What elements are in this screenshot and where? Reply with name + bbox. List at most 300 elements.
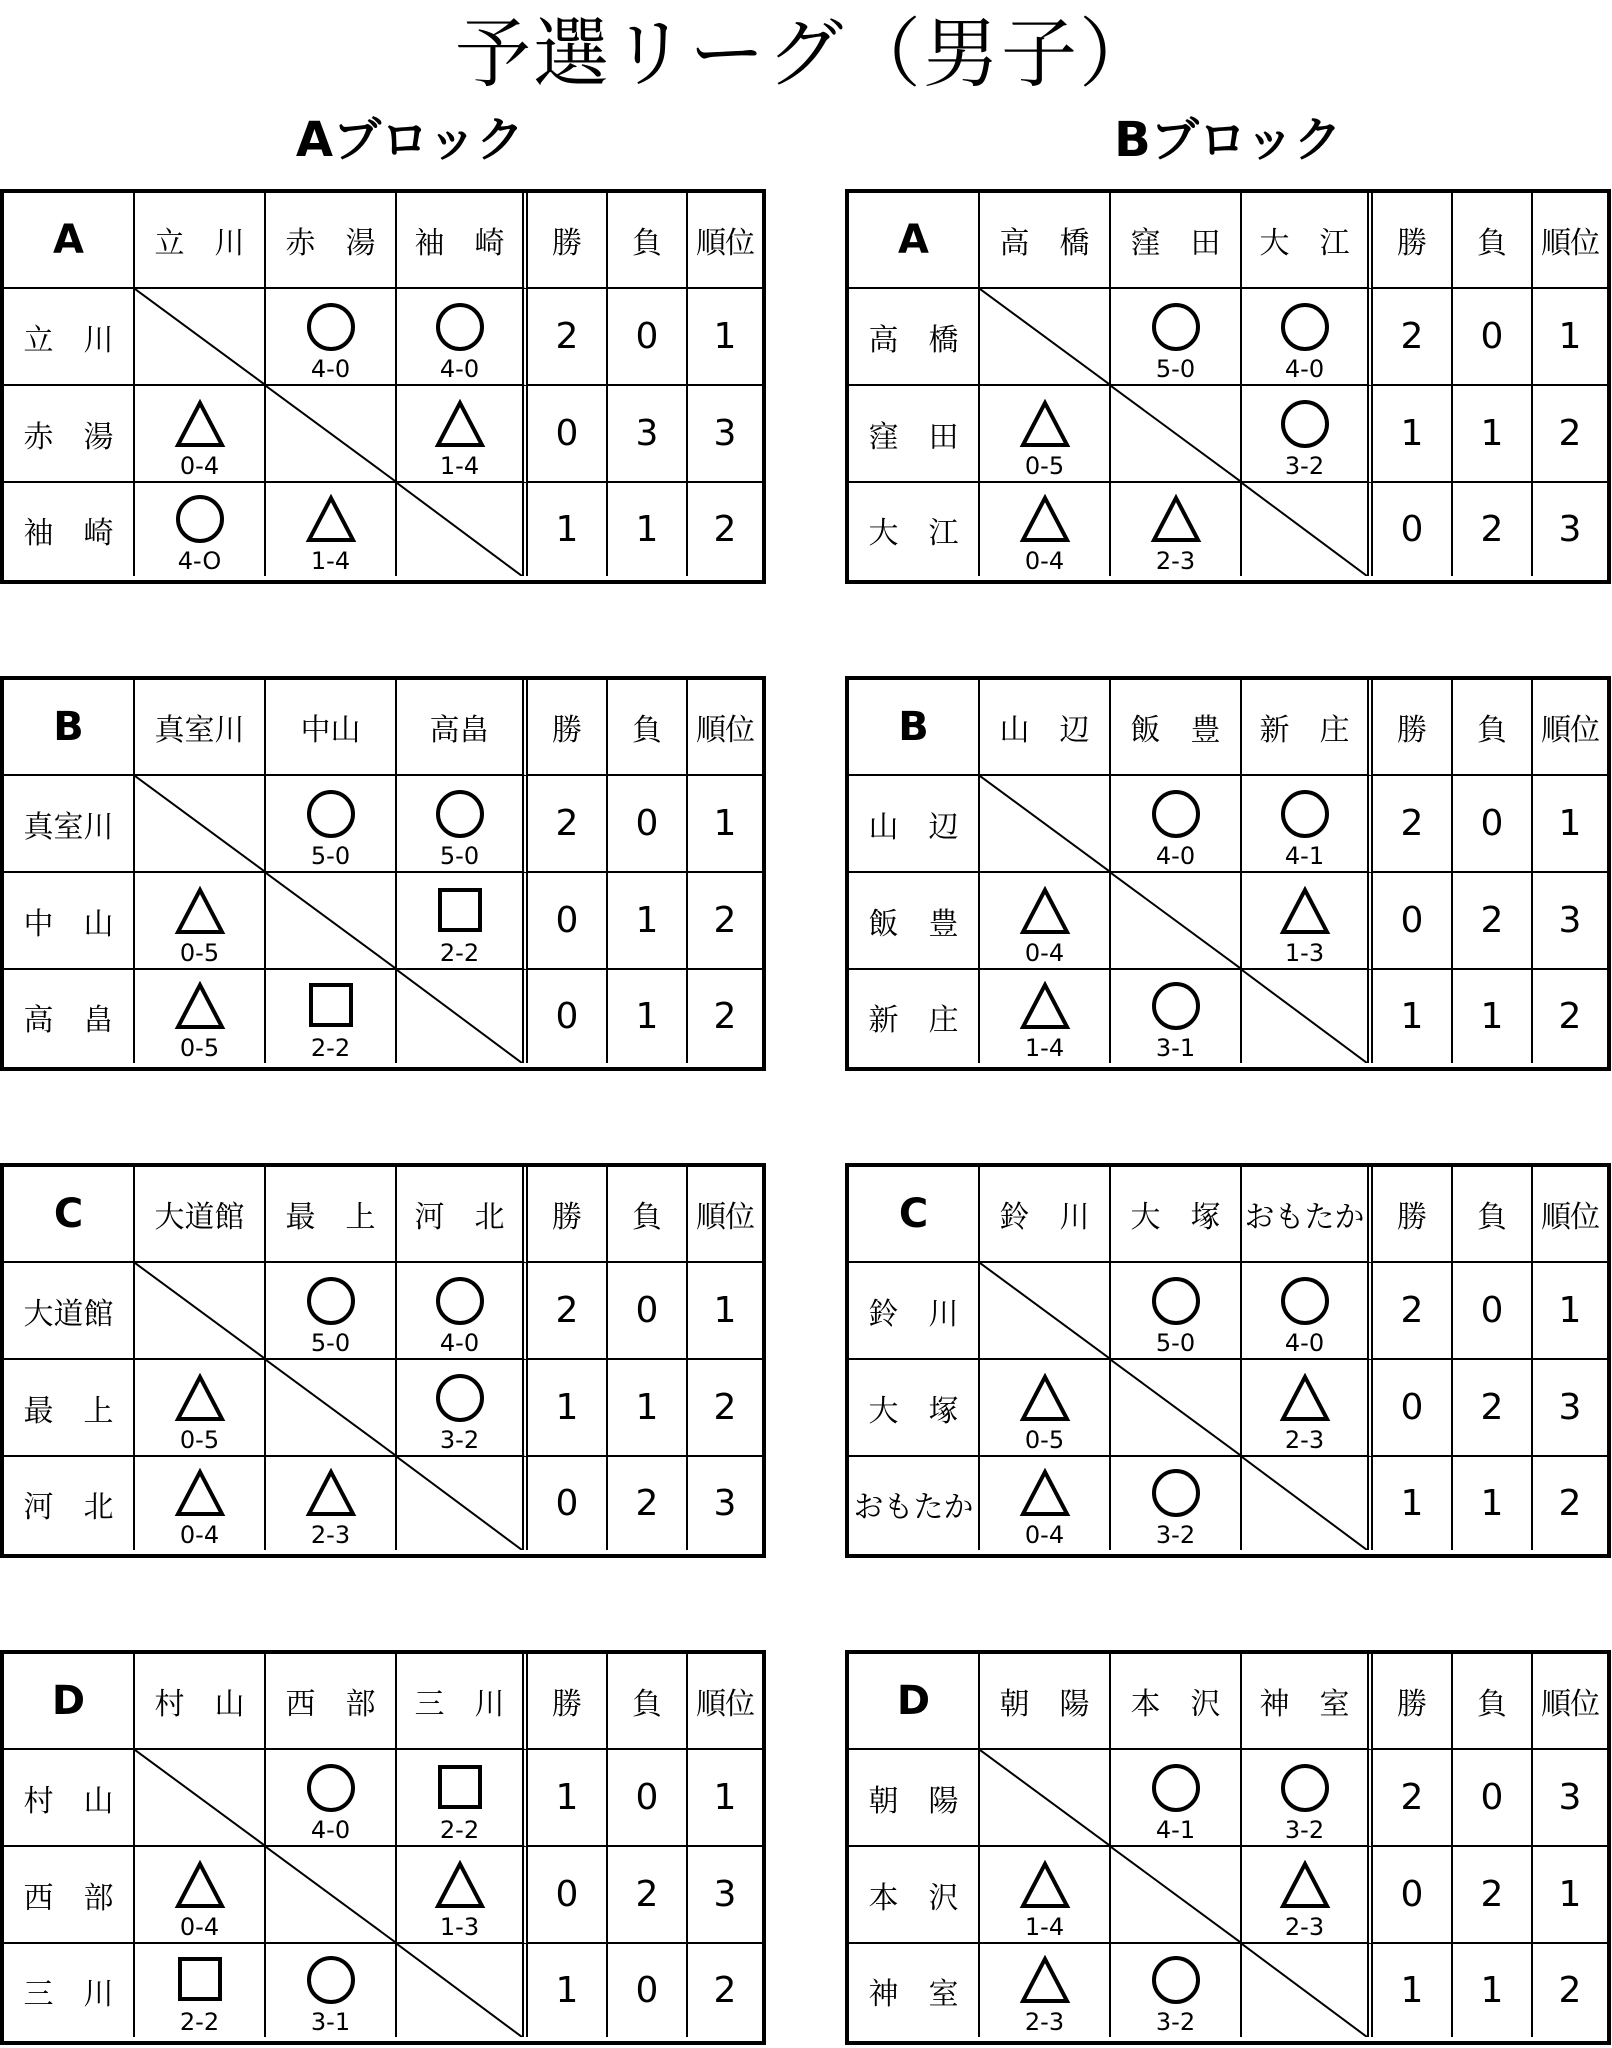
header-wins	[1373, 193, 1453, 289]
match-score: 1-4	[439, 452, 480, 480]
loss-triangle-icon	[174, 1860, 226, 1910]
match-score: 0-5	[1024, 1426, 1065, 1454]
row-losses-value: 1	[635, 1387, 659, 1428]
match-result	[1242, 289, 1373, 386]
win-circle-icon	[305, 789, 357, 839]
row-losses	[1453, 1847, 1533, 1944]
win-circle-icon	[174, 494, 226, 544]
diagonal-slash	[135, 1263, 264, 1358]
row-rank	[688, 1847, 762, 1944]
row-rank	[688, 1944, 762, 2037]
row-wins	[1373, 1847, 1453, 1944]
match-score: 5-0	[1155, 355, 1196, 383]
header-rank-text: 順位	[1541, 1687, 1599, 1722]
row-wins-value: 2	[1400, 803, 1424, 844]
match-result	[980, 873, 1111, 970]
group-label-text: C	[53, 1191, 84, 1237]
row-team-name	[849, 289, 980, 386]
header-team-text: 新 庄	[1259, 713, 1350, 748]
row-losses	[608, 483, 688, 576]
row-team-name	[4, 386, 135, 483]
group-label-text: A	[53, 217, 84, 263]
header-team	[1242, 1654, 1373, 1750]
row-losses	[1453, 1263, 1533, 1360]
row-losses-value: 2	[635, 1874, 659, 1915]
match-score: 4-0	[1284, 1329, 1325, 1357]
match-score: 3-2	[1155, 1521, 1196, 1549]
match-result	[397, 1360, 528, 1457]
match-result	[135, 970, 266, 1063]
header-losses-text: 負	[1477, 1200, 1507, 1235]
match-score: 4-0	[439, 1329, 480, 1357]
win-circle-icon	[1150, 302, 1202, 352]
header-losses	[1453, 1654, 1533, 1750]
header-losses-text: 負	[1477, 713, 1507, 748]
self-match-cell	[266, 873, 397, 970]
group-label-text: D	[896, 1678, 931, 1724]
row-losses	[608, 1457, 688, 1550]
header-team	[1111, 680, 1242, 776]
self-match-cell	[135, 1263, 266, 1360]
row-wins-value: 1	[1400, 1970, 1424, 2011]
self-match-cell	[266, 1360, 397, 1457]
row-rank-value: 2	[713, 509, 737, 550]
match-score: 2-3	[1284, 1426, 1325, 1454]
row-losses-value: 1	[635, 900, 659, 941]
match-score: 4-0	[1284, 355, 1325, 383]
row-losses-value: 3	[635, 413, 659, 454]
row-rank-value: 1	[713, 1777, 737, 1818]
row-wins-value: 2	[1400, 1290, 1424, 1331]
win-circle-icon	[1150, 1468, 1202, 1518]
row-team-name-text: おもたか	[853, 1489, 974, 1525]
row-team-name	[4, 1750, 135, 1847]
row-wins	[1373, 873, 1453, 970]
header-team	[266, 1654, 397, 1750]
row-team-name-text: 大 塚	[868, 1393, 959, 1429]
row-rank-value: 2	[1558, 996, 1582, 1037]
row-team-name-text: 立 川	[23, 322, 114, 358]
row-losses	[608, 386, 688, 483]
self-match-cell	[397, 1944, 528, 2037]
self-match-cell	[980, 289, 1111, 386]
header-wins	[1373, 1167, 1453, 1263]
row-wins	[528, 873, 608, 970]
row-rank	[688, 776, 762, 873]
row-wins-value: 0	[1400, 1874, 1424, 1915]
row-losses	[1453, 1360, 1533, 1457]
row-rank-value: 2	[713, 996, 737, 1037]
match-score: 2-2	[439, 1816, 480, 1844]
row-losses	[608, 776, 688, 873]
row-team-name-text: 高 畠	[23, 1002, 114, 1038]
header-team-text: 朝 陽	[999, 1687, 1090, 1722]
match-result	[1242, 873, 1373, 970]
header-rank-text: 順位	[696, 226, 754, 261]
loss-triangle-icon	[1019, 1468, 1071, 1518]
header-team-text: 最 上	[285, 1200, 376, 1235]
row-wins-value: 1	[1400, 1483, 1424, 1524]
diagonal-slash	[1111, 1847, 1240, 1942]
header-losses	[1453, 680, 1533, 776]
match-result	[980, 483, 1111, 576]
header-losses-text: 負	[632, 1200, 662, 1235]
row-team-name-text: 中 山	[23, 906, 114, 942]
match-score: 2-3	[1284, 1913, 1325, 1941]
self-match-cell	[266, 1847, 397, 1944]
row-losses-value: 0	[1480, 1777, 1504, 1818]
header-rank-text: 順位	[696, 1687, 754, 1722]
win-circle-icon	[305, 302, 357, 352]
row-rank-value: 3	[713, 1483, 737, 1524]
row-wins	[528, 1944, 608, 2037]
header-losses	[608, 193, 688, 289]
header-rank-text: 順位	[696, 713, 754, 748]
match-score: 0-4	[179, 452, 220, 480]
row-wins-value: 0	[1400, 900, 1424, 941]
loss-triangle-icon	[1279, 1860, 1331, 1910]
win-circle-icon	[305, 1276, 357, 1326]
match-score: 0-5	[179, 939, 220, 967]
header-team	[1242, 1167, 1373, 1263]
row-wins-value: 1	[555, 509, 579, 550]
loss-triangle-icon	[1019, 399, 1071, 449]
match-result	[1242, 1360, 1373, 1457]
match-result	[266, 289, 397, 386]
match-result	[266, 1457, 397, 1550]
row-losses	[1453, 1457, 1533, 1550]
group-label	[849, 193, 980, 289]
match-score: 4-1	[1284, 842, 1325, 870]
match-result	[266, 1750, 397, 1847]
match-score: 4-0	[1155, 842, 1196, 870]
row-rank-value: 2	[713, 1970, 737, 2011]
match-result	[135, 873, 266, 970]
row-rank-value: 3	[713, 413, 737, 454]
row-team-name-text: 本 沢	[868, 1880, 959, 1916]
loss-triangle-icon	[1279, 1373, 1331, 1423]
match-result	[1111, 776, 1242, 873]
row-losses	[608, 1360, 688, 1457]
row-team-name-text: 朝 陽	[868, 1783, 959, 1819]
row-losses-value: 2	[1480, 1874, 1504, 1915]
row-team-name	[849, 776, 980, 873]
loss-triangle-icon	[434, 399, 486, 449]
row-wins-value: 0	[1400, 1387, 1424, 1428]
match-result	[266, 1944, 397, 2037]
match-score: 5-0	[310, 1329, 351, 1357]
group-label-text: B	[53, 704, 84, 750]
row-team-name-text: 山 辺	[868, 809, 959, 845]
row-team-name-text: 飯 豊	[868, 906, 959, 942]
header-wins-text: 勝	[1397, 226, 1427, 261]
header-wins-text: 勝	[1397, 713, 1427, 748]
header-team	[980, 1167, 1111, 1263]
row-rank	[688, 289, 762, 386]
header-team	[1111, 193, 1242, 289]
match-result	[135, 483, 266, 576]
win-circle-icon	[434, 1276, 486, 1326]
diagonal-slash	[397, 483, 522, 576]
loss-triangle-icon	[174, 1468, 226, 1518]
row-rank-value: 2	[1558, 1483, 1582, 1524]
loss-triangle-icon	[174, 1373, 226, 1423]
row-wins	[528, 970, 608, 1063]
diagonal-slash	[135, 776, 264, 871]
match-score: 2-3	[310, 1521, 351, 1549]
match-result	[1111, 970, 1242, 1063]
row-rank	[688, 1750, 762, 1847]
row-losses-value: 1	[1480, 413, 1504, 454]
row-rank	[1533, 1944, 1607, 2037]
match-score: 4-0	[310, 355, 351, 383]
row-losses	[1453, 776, 1533, 873]
header-team	[980, 680, 1111, 776]
header-losses	[1453, 1167, 1533, 1263]
match-result	[397, 386, 528, 483]
self-match-cell	[1242, 970, 1373, 1063]
header-wins-text: 勝	[1397, 1200, 1427, 1235]
header-losses-text: 負	[1477, 1687, 1507, 1722]
header-team	[1111, 1167, 1242, 1263]
match-score: 1-4	[1024, 1913, 1065, 1941]
match-result	[1242, 386, 1373, 483]
row-losses	[1453, 873, 1533, 970]
self-match-cell	[1111, 386, 1242, 483]
row-wins-value: 0	[555, 1874, 579, 1915]
self-match-cell	[135, 1750, 266, 1847]
header-losses-text: 負	[1477, 226, 1507, 261]
row-losses	[608, 970, 688, 1063]
header-team-text: 飯 豊	[1130, 713, 1221, 748]
header-rank	[1533, 193, 1607, 289]
header-wins	[1373, 680, 1453, 776]
row-wins	[1373, 483, 1453, 576]
win-circle-icon	[1150, 789, 1202, 839]
row-rank	[688, 483, 762, 576]
row-losses	[608, 873, 688, 970]
loss-triangle-icon	[1019, 1373, 1071, 1423]
header-wins-text: 勝	[1397, 1687, 1427, 1722]
header-team	[135, 680, 266, 776]
header-team-text: 三 川	[414, 1687, 505, 1722]
diagonal-slash	[980, 1263, 1109, 1358]
diagonal-slash	[980, 776, 1109, 871]
loss-triangle-icon	[434, 1860, 486, 1910]
row-wins	[1373, 1944, 1453, 2037]
match-score: 1-4	[1024, 1034, 1065, 1062]
row-losses-value: 0	[635, 803, 659, 844]
match-score: 2-3	[1155, 547, 1196, 575]
self-match-cell	[1242, 1457, 1373, 1550]
row-team-name	[849, 1847, 980, 1944]
diagonal-slash	[1111, 873, 1240, 968]
row-rank	[1533, 776, 1607, 873]
diagonal-slash	[1242, 483, 1367, 576]
row-wins-value: 2	[1400, 316, 1424, 357]
row-wins	[528, 483, 608, 576]
loss-triangle-icon	[1019, 886, 1071, 936]
header-team-text: 本 沢	[1130, 1687, 1221, 1722]
header-losses-text: 負	[632, 226, 662, 261]
row-wins	[1373, 386, 1453, 483]
match-score: 3-2	[1155, 2008, 1196, 2036]
match-score: 4-0	[310, 1816, 351, 1844]
match-score: 2-2	[439, 939, 480, 967]
loss-triangle-icon	[1019, 494, 1071, 544]
row-rank-value: 2	[713, 900, 737, 941]
row-team-name	[849, 483, 980, 576]
match-result	[397, 1263, 528, 1360]
row-team-name	[849, 1750, 980, 1847]
draw-square-icon	[174, 1955, 226, 2005]
match-result	[1111, 1750, 1242, 1847]
row-rank-value: 2	[1558, 1970, 1582, 2011]
row-rank-value: 1	[1558, 316, 1582, 357]
row-rank	[1533, 386, 1607, 483]
header-losses-text: 負	[632, 713, 662, 748]
header-rank	[688, 1654, 762, 1750]
draw-square-icon	[434, 1763, 486, 1813]
row-rank	[688, 1263, 762, 1360]
win-circle-icon	[1279, 789, 1331, 839]
row-wins	[1373, 970, 1453, 1063]
row-rank-value: 1	[1558, 1290, 1582, 1331]
row-losses	[608, 1750, 688, 1847]
row-team-name	[4, 873, 135, 970]
header-team-text: 河 北	[414, 1200, 505, 1235]
header-wins	[528, 1654, 608, 1750]
match-result	[266, 483, 397, 576]
header-rank	[1533, 680, 1607, 776]
header-team-text: 村 山	[154, 1687, 245, 1722]
row-wins	[1373, 1750, 1453, 1847]
match-score: 2-3	[1024, 2008, 1065, 2036]
row-rank-value: 3	[1558, 900, 1582, 941]
diagonal-slash	[266, 873, 395, 968]
page-title: 予選リーグ（男子）	[455, 9, 1157, 98]
win-circle-icon	[1279, 1763, 1331, 1813]
diagonal-slash	[397, 970, 522, 1063]
self-match-cell	[397, 970, 528, 1063]
row-rank-value: 1	[713, 803, 737, 844]
row-losses	[1453, 970, 1533, 1063]
match-result	[1111, 483, 1242, 576]
row-team-name-text: 赤 湯	[23, 419, 114, 455]
group-label	[4, 680, 135, 776]
row-team-name	[849, 1360, 980, 1457]
loss-triangle-icon	[1019, 981, 1071, 1031]
win-circle-icon	[1279, 399, 1331, 449]
league-table-blocka-group-c	[0, 1163, 766, 1558]
header-team-text: 窪 田	[1130, 226, 1221, 261]
match-score: 3-2	[1284, 1816, 1325, 1844]
win-circle-icon	[1279, 302, 1331, 352]
self-match-cell	[1242, 1944, 1373, 2037]
loss-triangle-icon	[174, 886, 226, 936]
row-rank	[688, 1360, 762, 1457]
match-result	[135, 386, 266, 483]
row-team-name	[4, 776, 135, 873]
match-result	[1242, 1263, 1373, 1360]
match-result	[397, 1847, 528, 1944]
win-circle-icon	[1279, 1276, 1331, 1326]
group-label-text: B	[898, 704, 929, 750]
row-wins-value: 0	[555, 996, 579, 1037]
row-wins	[1373, 1457, 1453, 1550]
row-team-name-text: 高 橋	[868, 322, 959, 358]
match-score: 4-1	[1155, 1816, 1196, 1844]
self-match-cell	[980, 1750, 1111, 1847]
match-score: 1-4	[310, 547, 351, 575]
row-losses-value: 2	[1480, 1387, 1504, 1428]
row-team-name-text: 三 川	[23, 1976, 114, 2012]
header-team	[1242, 680, 1373, 776]
self-match-cell	[1111, 1847, 1242, 1944]
header-team	[135, 1654, 266, 1750]
row-rank	[1533, 1457, 1607, 1550]
diagonal-slash	[1242, 1944, 1367, 2037]
row-rank	[1533, 970, 1607, 1063]
self-match-cell	[980, 1263, 1111, 1360]
header-wins-text: 勝	[552, 713, 582, 748]
header-team-text: 鈴 川	[999, 1200, 1090, 1235]
self-match-cell	[135, 289, 266, 386]
match-result	[980, 1360, 1111, 1457]
header-team-text: 山 辺	[999, 713, 1090, 748]
league-table-blockb-group-c	[845, 1163, 1611, 1558]
group-label	[4, 1654, 135, 1750]
header-team	[1242, 193, 1373, 289]
row-losses-value: 0	[635, 1970, 659, 2011]
win-circle-icon	[1150, 1276, 1202, 1326]
row-wins-value: 0	[555, 1483, 579, 1524]
match-score: 5-0	[1155, 1329, 1196, 1357]
match-result	[1111, 1263, 1242, 1360]
header-rank	[1533, 1654, 1607, 1750]
header-wins	[528, 193, 608, 289]
diagonal-slash	[266, 386, 395, 481]
league-table-blockb-group-d	[845, 1650, 1611, 2045]
row-losses	[1453, 1944, 1533, 2037]
row-wins-value: 2	[555, 1290, 579, 1331]
row-losses-value: 0	[635, 1777, 659, 1818]
group-label	[4, 1167, 135, 1263]
header-team-text: 神 室	[1259, 1687, 1350, 1722]
row-rank	[1533, 873, 1607, 970]
win-circle-icon	[434, 789, 486, 839]
self-match-cell	[397, 1457, 528, 1550]
draw-square-icon	[305, 981, 357, 1031]
row-team-name	[849, 386, 980, 483]
header-rank	[688, 1167, 762, 1263]
row-rank	[1533, 289, 1607, 386]
header-team	[397, 680, 528, 776]
block-heading-a: Aブロック	[295, 112, 525, 168]
row-losses-value: 0	[635, 316, 659, 357]
header-team-text: 西 部	[285, 1687, 376, 1722]
row-team-name	[4, 1847, 135, 1944]
header-team	[397, 1167, 528, 1263]
match-score: 3-1	[310, 2008, 351, 2036]
league-table-blocka-group-b	[0, 676, 766, 1071]
row-losses-value: 0	[1480, 803, 1504, 844]
match-result	[980, 1457, 1111, 1550]
row-team-name-text: 神 室	[868, 1976, 959, 2012]
header-team-text: 袖 崎	[414, 226, 505, 261]
row-team-name-text: 鈴 川	[868, 1296, 959, 1332]
self-match-cell	[397, 483, 528, 576]
